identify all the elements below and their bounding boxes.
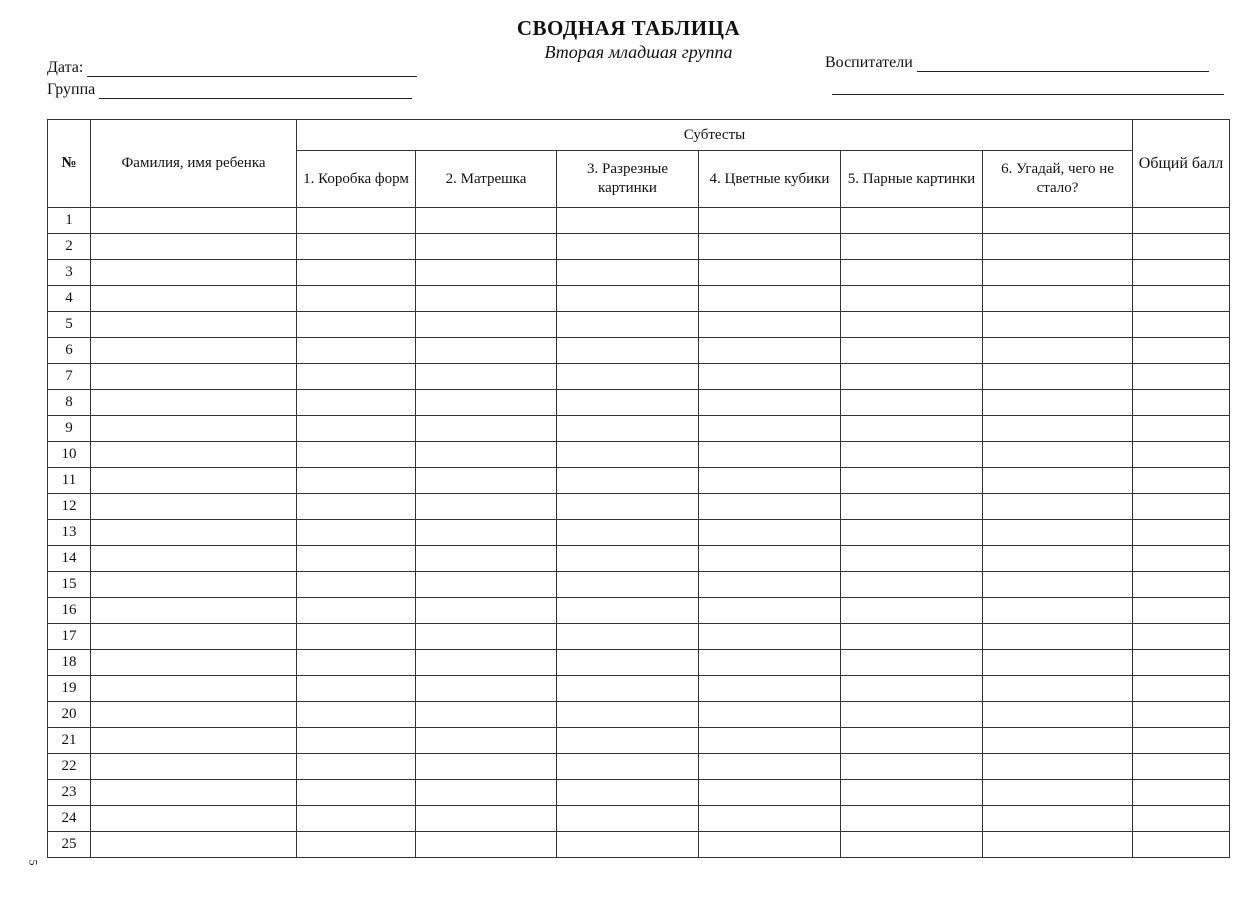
teachers-field[interactable] [825,53,1209,72]
subtest-2-cell[interactable] [416,390,557,416]
subtest-4-cell[interactable] [699,312,841,338]
subtest-1-cell[interactable] [297,676,416,702]
subtest-5-cell[interactable] [841,702,983,728]
total-cell[interactable] [1133,286,1230,312]
subtest-6-cell[interactable] [983,780,1133,806]
table-row [48,442,1230,468]
total-cell[interactable] [1133,624,1230,650]
name-cell[interactable] [91,546,297,572]
subtest-5-cell[interactable] [841,520,983,546]
subtest-5-cell[interactable] [841,208,983,234]
name-cell[interactable] [91,806,297,832]
row-number: 10 [48,442,91,468]
row-number: 24 [48,806,91,832]
subtest-6-cell[interactable] [983,728,1133,754]
total-cell[interactable] [1133,754,1230,780]
total-cell[interactable] [1133,728,1230,754]
total-cell[interactable] [1133,520,1230,546]
subtest-1-cell[interactable] [297,208,416,234]
subtest-5-cell[interactable] [841,832,983,858]
page-number: 5 [26,859,41,866]
subtest-2-cell[interactable] [416,650,557,676]
total-cell[interactable] [1133,416,1230,442]
subtest-2-cell[interactable] [416,468,557,494]
row-number: 8 [48,390,91,416]
subtest-3-cell[interactable] [557,598,699,624]
row-number: 16 [48,598,91,624]
subtest-2-cell[interactable] [416,832,557,858]
subtest-1-cell[interactable] [297,546,416,572]
subtest-2-cell[interactable] [416,572,557,598]
subtest-1-cell[interactable] [297,286,416,312]
subtest-1-cell[interactable] [297,572,416,598]
table-row [48,572,1230,598]
subtest-5-cell[interactable] [841,442,983,468]
subtest-5-cell[interactable] [841,676,983,702]
subtest-2-cell[interactable] [416,546,557,572]
subtest-5-cell[interactable] [841,494,983,520]
subtest-header-5: 5. Парные картинки [841,151,983,208]
subtest-3-cell[interactable] [557,806,699,832]
subtest-1-cell[interactable] [297,650,416,676]
subtest-5-cell[interactable] [841,364,983,390]
row-number: 14 [48,546,91,572]
subtest-6-cell[interactable] [983,260,1133,286]
total-cell[interactable] [1133,338,1230,364]
name-cell[interactable] [91,416,297,442]
subtest-header-4: 4. Цветные кубики [699,151,841,208]
subtest-3-cell[interactable] [557,390,699,416]
subtest-2-cell[interactable] [416,416,557,442]
subtest-6-cell[interactable] [983,364,1133,390]
subtest-2-cell[interactable] [416,754,557,780]
row-number: 17 [48,624,91,650]
subtest-6-cell[interactable] [983,416,1133,442]
subtest-header-2: 2. Матрешка [416,151,557,208]
subtest-3-cell[interactable] [557,442,699,468]
subtest-6-cell[interactable] [983,208,1133,234]
subtest-3-cell[interactable] [557,260,699,286]
subtest-4-cell[interactable] [699,234,841,260]
subtest-6-cell[interactable] [983,390,1133,416]
subtest-3-cell[interactable] [557,754,699,780]
row-number: 2 [48,234,91,260]
total-cell[interactable] [1133,676,1230,702]
subtest-4-cell[interactable] [699,390,841,416]
subtest-5-cell[interactable] [841,754,983,780]
subtest-1-cell[interactable] [297,442,416,468]
page-subtitle: Вторая младшая группа [544,42,733,62]
subtest-1-cell[interactable] [297,520,416,546]
subtest-3-cell[interactable] [557,572,699,598]
subtest-6-cell[interactable] [983,494,1133,520]
total-cell[interactable] [1133,442,1230,468]
subtest-2-cell[interactable] [416,338,557,364]
subtest-4-cell[interactable] [699,364,841,390]
subtest-1-cell[interactable] [297,416,416,442]
name-cell[interactable] [91,780,297,806]
row-number: 9 [48,416,91,442]
subtest-4-cell[interactable] [699,546,841,572]
subtest-6-cell[interactable] [983,520,1133,546]
subtest-3-cell[interactable] [557,416,699,442]
row-number: 3 [48,260,91,286]
subtest-2-cell[interactable] [416,234,557,260]
subtest-1-cell[interactable] [297,702,416,728]
page-title: СВОДНАЯ ТАБЛИЦА [516,16,741,40]
subtest-6-cell[interactable] [983,234,1133,260]
subtest-2-cell[interactable] [416,702,557,728]
subtest-5-cell[interactable] [841,546,983,572]
subtest-6-cell[interactable] [983,286,1133,312]
subtest-1-cell[interactable] [297,312,416,338]
table-row [48,702,1230,728]
subtest-2-cell[interactable] [416,260,557,286]
table-row [48,494,1230,520]
name-cell[interactable] [91,572,297,598]
subtest-3-cell[interactable] [557,312,699,338]
name-cell[interactable] [91,728,297,754]
date-field[interactable] [47,58,417,77]
subtest-5-cell[interactable] [841,572,983,598]
subtest-4-cell[interactable] [699,728,841,754]
row-number: 12 [48,494,91,520]
table-row [48,598,1230,624]
date-input-line[interactable] [87,58,417,77]
name-cell[interactable] [91,364,297,390]
table-row [48,624,1230,650]
subtest-4-cell[interactable] [699,416,841,442]
subtest-1-cell[interactable] [297,494,416,520]
table-row [48,208,1230,234]
subtest-3-cell[interactable] [557,234,699,260]
table-row [48,364,1230,390]
row-number: 21 [48,728,91,754]
total-header: Общий балл [1133,120,1230,208]
subtest-3-cell[interactable] [557,624,699,650]
subtest-4-cell[interactable] [699,208,841,234]
subtest-4-cell[interactable] [699,494,841,520]
name-cell[interactable] [91,494,297,520]
row-number: 6 [48,338,91,364]
name-cell[interactable] [91,468,297,494]
name-cell[interactable] [91,702,297,728]
subtest-3-cell[interactable] [557,832,699,858]
subtest-4-cell[interactable] [699,832,841,858]
row-number: 1 [48,208,91,234]
subtest-4-cell[interactable] [699,468,841,494]
subtest-3-cell[interactable] [557,286,699,312]
subtest-2-cell[interactable] [416,286,557,312]
subtest-2-cell[interactable] [416,728,557,754]
name-cell[interactable] [91,338,297,364]
subtest-4-cell[interactable] [699,650,841,676]
subtest-3-cell[interactable] [557,468,699,494]
subtest-6-cell[interactable] [983,338,1133,364]
subtest-4-cell[interactable] [699,338,841,364]
table-row [48,650,1230,676]
name-cell[interactable] [91,598,297,624]
name-cell[interactable] [91,312,297,338]
subtest-2-cell[interactable] [416,598,557,624]
subtest-2-cell[interactable] [416,676,557,702]
subtest-6-cell[interactable] [983,546,1133,572]
subtest-3-cell[interactable] [557,780,699,806]
subtest-1-cell[interactable] [297,624,416,650]
name-cell[interactable] [91,260,297,286]
total-cell[interactable] [1133,364,1230,390]
name-cell[interactable] [91,676,297,702]
subtest-1-cell[interactable] [297,468,416,494]
subtest-5-cell[interactable] [841,728,983,754]
table-row [48,338,1230,364]
subtest-2-cell[interactable] [416,806,557,832]
teachers-input-line-2[interactable] [832,94,1224,95]
subtest-6-cell[interactable] [983,806,1133,832]
name-cell[interactable] [91,650,297,676]
summary-table [47,119,1230,858]
row-number: 23 [48,780,91,806]
subtest-5-cell[interactable] [841,650,983,676]
subtest-4-cell[interactable] [699,806,841,832]
subtest-2-cell[interactable] [416,208,557,234]
subtest-4-cell[interactable] [699,442,841,468]
table-row [48,312,1230,338]
total-cell[interactable] [1133,650,1230,676]
total-cell[interactable] [1133,572,1230,598]
subtest-1-cell[interactable] [297,780,416,806]
subtest-5-cell[interactable] [841,468,983,494]
total-cell[interactable] [1133,494,1230,520]
table-row [48,546,1230,572]
total-cell[interactable] [1133,832,1230,858]
row-number: 15 [48,572,91,598]
subtest-5-cell[interactable] [841,234,983,260]
subtest-2-cell[interactable] [416,442,557,468]
name-cell[interactable] [91,390,297,416]
subtest-5-cell[interactable] [841,624,983,650]
subtest-4-cell[interactable] [699,702,841,728]
total-cell[interactable] [1133,312,1230,338]
subtest-4-cell[interactable] [699,676,841,702]
subtest-3-cell[interactable] [557,364,699,390]
table-row [48,728,1230,754]
subtest-4-cell[interactable] [699,572,841,598]
table-row [48,780,1230,806]
subtest-3-cell[interactable] [557,494,699,520]
subtest-3-cell[interactable] [557,546,699,572]
subtest-4-cell[interactable] [699,598,841,624]
subtest-1-cell[interactable] [297,364,416,390]
total-cell[interactable] [1133,208,1230,234]
name-cell[interactable] [91,234,297,260]
name-cell[interactable] [91,754,297,780]
subtest-1-cell[interactable] [297,754,416,780]
subtest-2-cell[interactable] [416,312,557,338]
subtest-6-cell[interactable] [983,624,1133,650]
subtest-3-cell[interactable] [557,338,699,364]
subtest-4-cell[interactable] [699,780,841,806]
subtest-6-cell[interactable] [983,676,1133,702]
total-cell[interactable] [1133,260,1230,286]
name-header: Фамилия, имя ребенка [91,120,297,208]
name-cell[interactable] [91,832,297,858]
group-field[interactable] [47,80,412,99]
subtest-4-cell[interactable] [699,520,841,546]
subtest-6-cell[interactable] [983,468,1133,494]
row-number: 22 [48,754,91,780]
subtest-5-cell[interactable] [841,260,983,286]
subtests-header: Субтесты [297,120,1133,151]
subtest-3-cell[interactable] [557,728,699,754]
subtest-5-cell[interactable] [841,806,983,832]
row-number: 5 [48,312,91,338]
name-cell[interactable] [91,520,297,546]
total-cell[interactable] [1133,390,1230,416]
subtest-1-cell[interactable] [297,338,416,364]
row-number: 25 [48,832,91,858]
name-cell[interactable] [91,208,297,234]
subtest-5-cell[interactable] [841,780,983,806]
total-cell[interactable] [1133,702,1230,728]
date-label: Дата: [47,59,84,76]
subtest-1-cell[interactable] [297,806,416,832]
subtest-1-cell[interactable] [297,832,416,858]
subtest-5-cell[interactable] [841,598,983,624]
table-row [48,468,1230,494]
teachers-input-line[interactable] [917,53,1209,72]
name-cell[interactable] [91,624,297,650]
subtest-6-cell[interactable] [983,312,1133,338]
row-number: 20 [48,702,91,728]
row-number: 19 [48,676,91,702]
subtest-header-3: 3. Разрезные картинки [557,151,699,208]
subtest-2-cell[interactable] [416,780,557,806]
subtest-5-cell[interactable] [841,390,983,416]
subtest-4-cell[interactable] [699,624,841,650]
group-label: Группа [47,81,96,98]
row-number: 18 [48,650,91,676]
subtest-2-cell[interactable] [416,520,557,546]
subtest-2-cell[interactable] [416,624,557,650]
subtest-5-cell[interactable] [841,312,983,338]
subtest-3-cell[interactable] [557,650,699,676]
subtest-5-cell[interactable] [841,286,983,312]
total-cell[interactable] [1133,546,1230,572]
subtest-2-cell[interactable] [416,364,557,390]
subtest-5-cell[interactable] [841,416,983,442]
table-row [48,286,1230,312]
subtest-header-6: 6. Угадай, чего не стало? [983,151,1133,208]
row-number: 11 [48,468,91,494]
subtest-3-cell[interactable] [557,676,699,702]
table-row [48,832,1230,858]
subtest-6-cell[interactable] [983,702,1133,728]
subtest-1-cell[interactable] [297,598,416,624]
total-cell[interactable] [1133,598,1230,624]
row-number: 13 [48,520,91,546]
table-row [48,416,1230,442]
total-cell[interactable] [1133,806,1230,832]
subtest-6-cell[interactable] [983,598,1133,624]
subtest-1-cell[interactable] [297,728,416,754]
subtest-6-cell[interactable] [983,572,1133,598]
group-input-line[interactable] [99,80,412,99]
table-row [48,806,1230,832]
table-row [48,234,1230,260]
subtest-6-cell[interactable] [983,832,1133,858]
subtest-6-cell[interactable] [983,650,1133,676]
table-row [48,260,1230,286]
subtest-1-cell[interactable] [297,390,416,416]
table-row [48,390,1230,416]
subtest-6-cell[interactable] [983,442,1133,468]
row-number: 4 [48,286,91,312]
subtest-3-cell[interactable] [557,702,699,728]
subtest-3-cell[interactable] [557,520,699,546]
table-row [48,754,1230,780]
total-cell[interactable] [1133,468,1230,494]
teachers-label: Воспитатели [825,54,913,71]
subtest-4-cell[interactable] [699,754,841,780]
name-cell[interactable] [91,442,297,468]
number-header: № [48,120,91,208]
subtest-4-cell[interactable] [699,260,841,286]
row-number: 7 [48,364,91,390]
total-cell[interactable] [1133,234,1230,260]
subtest-6-cell[interactable] [983,754,1133,780]
subtest-1-cell[interactable] [297,234,416,260]
subtest-3-cell[interactable] [557,208,699,234]
subtest-1-cell[interactable] [297,260,416,286]
total-cell[interactable] [1133,780,1230,806]
subtest-4-cell[interactable] [699,286,841,312]
table-row [48,676,1230,702]
name-cell[interactable] [91,286,297,312]
subtest-2-cell[interactable] [416,494,557,520]
subtest-header-1: 1. Коробка форм [297,151,416,208]
table-row [48,520,1230,546]
subtest-5-cell[interactable] [841,338,983,364]
